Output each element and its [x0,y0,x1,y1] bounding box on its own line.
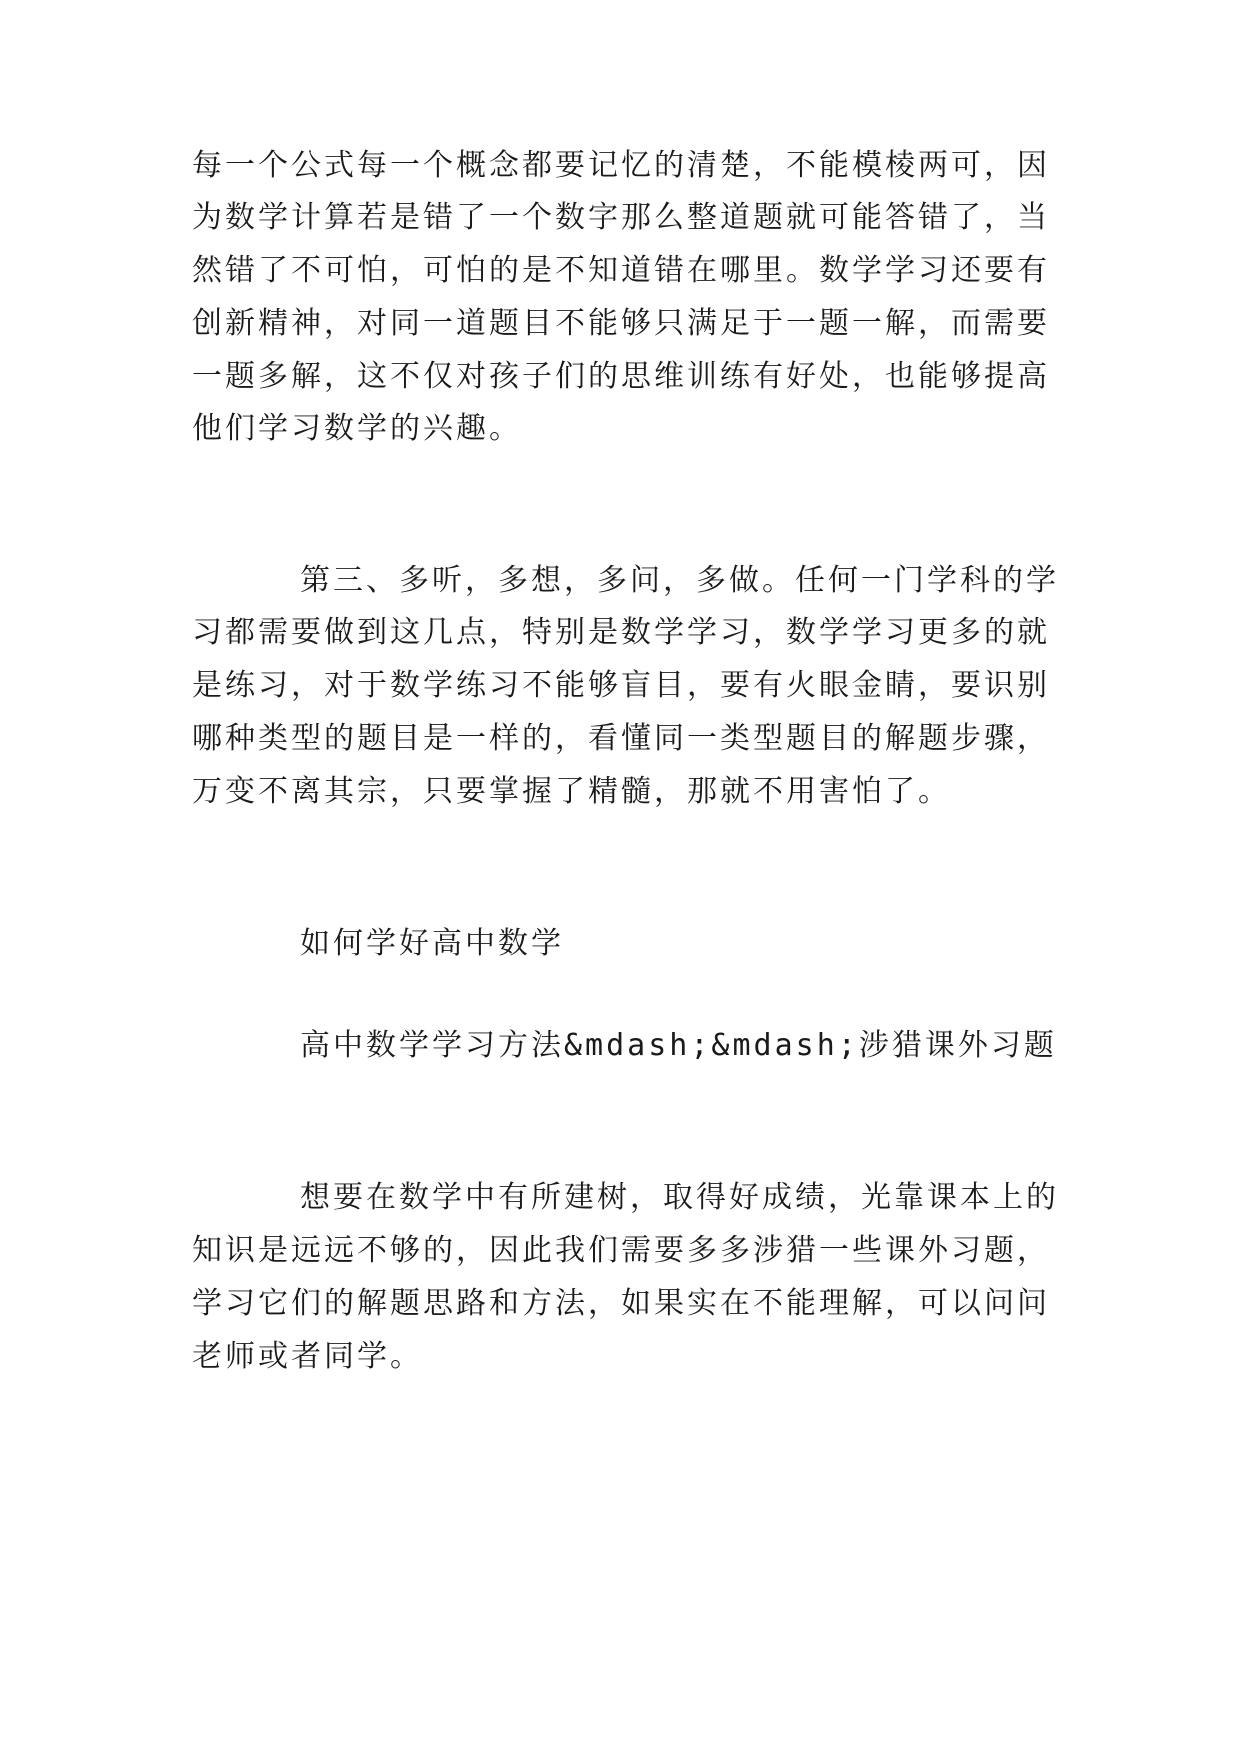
section-subheading: 高中数学学习方法&mdash;&mdash;涉猎课外习题 [300,1028,1057,1063]
paragraph-line: 万变不离其宗，只要掌握了精髓，那就不用害怕了。 [192,774,951,809]
section-heading: 如何学好高中数学 [300,926,564,961]
paragraph-line: 为数学计算若是错了一个数字那么整道题就可能答错了，当 [192,200,1050,235]
paragraph-line: 创新精神，对同一道题目不能够只满足于一题一解，而需要 [192,306,1050,341]
paragraph-line: 想要在数学中有所建树，取得好成绩，光靠课本上的 [300,1180,1059,1215]
paragraph-line: 知识是远远不够的，因此我们需要多多涉猎一些课外习题， [192,1233,1050,1268]
paragraph-line: 习都需要做到这几点，特别是数学学习，数学学习更多的就 [192,615,1050,650]
paragraph-line: 第三、多听，多想，多问，多做。任何一门学科的学 [300,563,1059,598]
paragraph-line: 学习它们的解题思路和方法，如果实在不能理解，可以问问 [192,1286,1050,1321]
paragraph-line: 是练习，对于数学练习不能够盲目，要有火眼金睛，要识别 [192,668,1050,703]
paragraph-line: 老师或者同学。 [192,1339,423,1374]
paragraph-line: 一题多解，这不仅对孩子们的思维训练有好处，也能够提高 [192,359,1050,394]
paragraph-line: 然错了不可怕，可怕的是不知道错在哪里。数学学习还要有 [192,253,1050,288]
paragraph-line: 每一个公式每一个概念都要记忆的清楚，不能模棱两可，因 [192,148,1050,183]
paragraph-line: 哪种类型的题目是一样的，看懂同一类型题目的解题步骤， [192,721,1050,756]
paragraph-line: 他们学习数学的兴趣。 [192,411,522,446]
